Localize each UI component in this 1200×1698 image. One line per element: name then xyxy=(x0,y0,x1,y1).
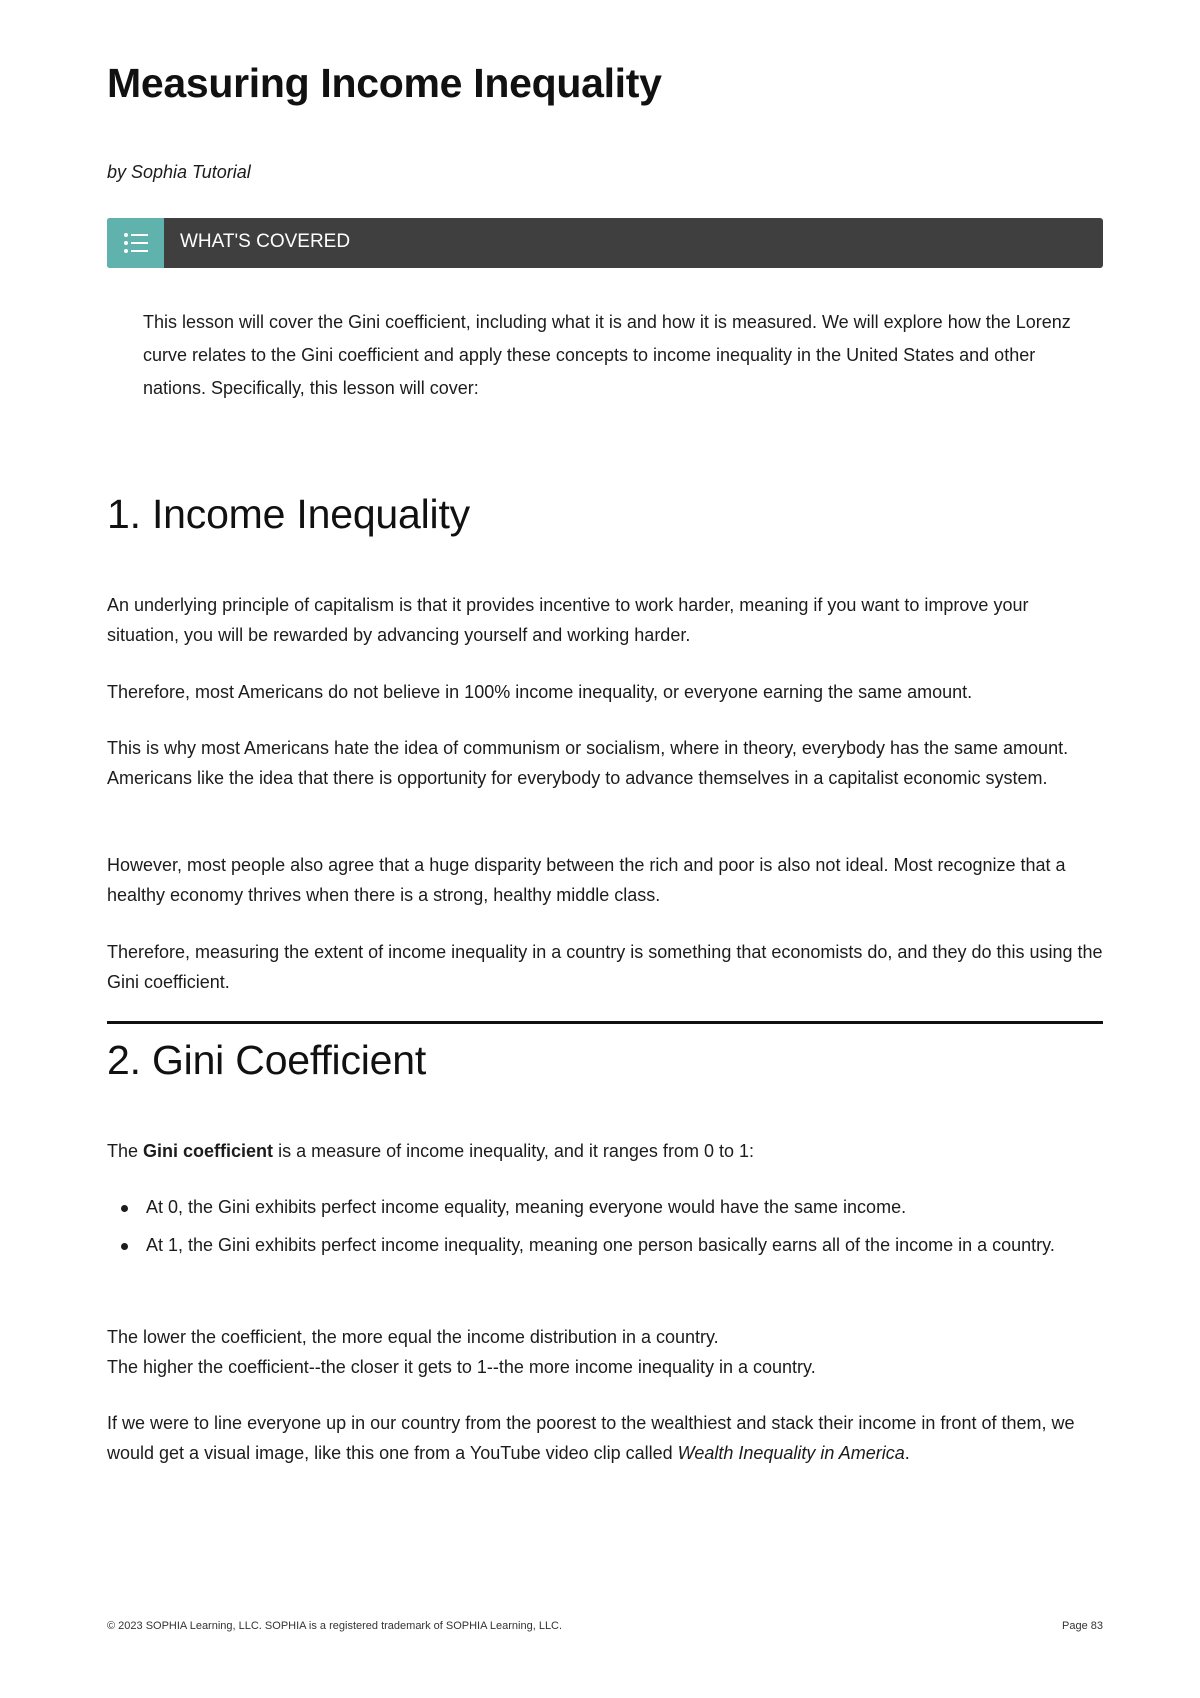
paragraph-measuring-inequality: Therefore, measuring the extent of income inequality in a country is something that economists do, and they do this using the Gini coefficient. xyxy=(107,942,1103,992)
bullet-dot xyxy=(121,1243,128,1250)
higher-coefficient-line: The higher the coefficient--the closer it gets to 1--the more income inequality in a country. xyxy=(107,1357,816,1377)
paragraph-capitalism-incentive: An underlying principle of capitalism is that it provides incentive to work harder, meaning if you want to improve your situation, you will be rewarded by advancing yourself and working harder. xyxy=(107,595,1029,645)
bullet-text: At 0, the Gini exhibits perfect income equality, meaning everyone would have the same income. xyxy=(146,1197,907,1217)
whats-covered-banner xyxy=(107,218,1103,268)
whats-covered-label: WHAT'S COVERED xyxy=(180,231,351,252)
section-heading-gini-coefficient: 2. Gini Coefficient xyxy=(107,1037,427,1083)
gini-intro-suffix: is a measure of income inequality, and it ranges from 0 to 1: xyxy=(273,1141,754,1161)
whats-covered-text: This lesson will cover the Gini coefficient, including what it is and how it is measured. We will explore how the Lorenz curve relates to the Gini coefficient and apply these concepts to income inequality in the United States and other nations. Specifically, this lesson will cover: xyxy=(143,312,1071,398)
visual-prefix: If we were to line everyone up in our country from the poorest to the wealthiest and stack their income in front of them, we would get a visual image, like this one from a YouTube video clip called xyxy=(107,1413,1075,1463)
paragraph-coefficient-meaning xyxy=(107,1322,1103,1382)
paragraph-communism-socialism: This is why most Americans hate the idea of communism or socialism, where in theory, everybody has the same amount. Americans like the idea that there is opportunity for everybody to advance themselves in a capitalist economic system. xyxy=(107,738,1069,788)
visual-suffix: . xyxy=(904,1443,910,1463)
list-icon xyxy=(123,231,149,255)
paragraph-gini-definition xyxy=(107,1136,1103,1166)
byline: by Sophia Tutorial xyxy=(107,162,251,182)
lower-coefficient-line: The lower the coefficient, the more equal the income distribution in a country. xyxy=(107,1327,719,1347)
footer-copyright: © 2023 SOPHIA Learning, LLC. SOPHIA is a registered trademark of SOPHIA Learning, LLC. xyxy=(107,1620,563,1632)
video-title: Wealth Inequality in America xyxy=(677,1443,905,1463)
gini-term: Gini coefficient xyxy=(143,1141,274,1161)
bullet-text: At 1, the Gini exhibits perfect income inequality, meaning one person basically earns all of the income in a country. xyxy=(146,1235,1055,1255)
section-divider xyxy=(107,1021,1103,1024)
paragraph-americans-belief: Therefore, most Americans do not believe in 100% income inequality, or everyone earning the same amount. xyxy=(107,682,973,702)
footer-page-number: Page 83 xyxy=(1062,1620,1103,1632)
section-heading-income-inequality: 1. Income Inequality xyxy=(107,491,470,537)
list-item xyxy=(107,1191,1103,1224)
list-item xyxy=(107,1229,1103,1262)
gini-bullet-list xyxy=(107,1191,1103,1267)
document-title: Measuring Income Inequality xyxy=(107,60,662,106)
whats-covered-icon-box xyxy=(107,218,164,268)
paragraph-middle-class: However, most people also agree that a huge disparity between the rich and poor is also not ideal. Most recognize that a healthy economy thrives when there is a strong, healthy middle class. xyxy=(107,855,1066,905)
bullet-dot xyxy=(121,1205,128,1212)
gini-intro-prefix: The xyxy=(107,1141,144,1161)
paragraph-visual-image xyxy=(107,1408,1103,1468)
